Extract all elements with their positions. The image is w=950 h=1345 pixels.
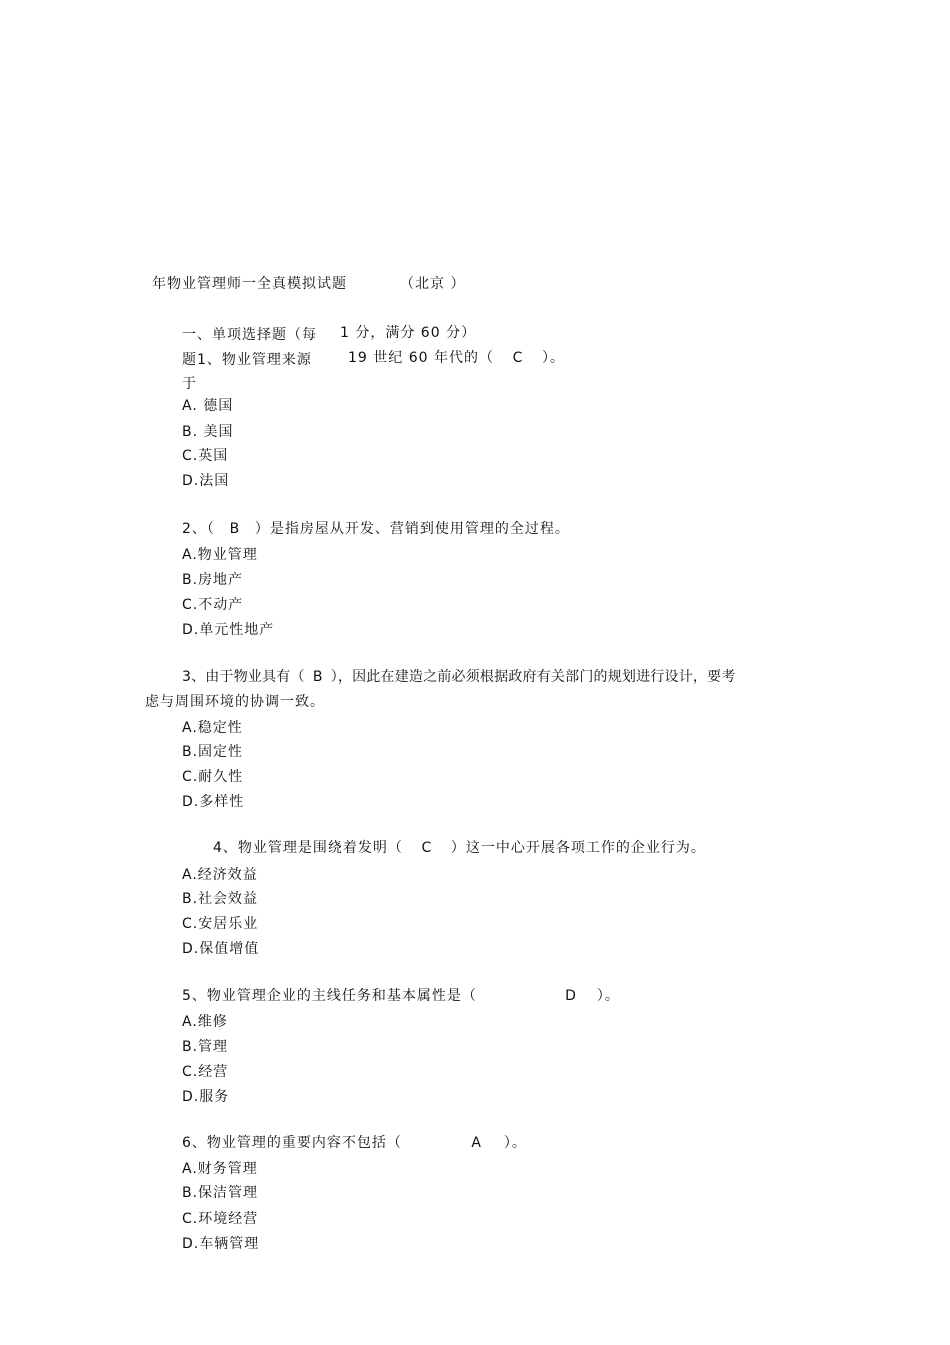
question-4-option-a: A.经济效益 xyxy=(182,867,258,883)
question-6-answer: A xyxy=(471,1135,482,1151)
question-4-option-b: B.社会效益 xyxy=(182,891,259,907)
title-text: 年物业管理师一全真模拟试题 xyxy=(152,276,347,292)
question-3-option-d: D.多样性 xyxy=(182,794,245,810)
section-score: 1 分，满分 60 分） xyxy=(340,325,477,341)
question-5-option-c: C.经营 xyxy=(182,1064,229,1080)
question-5-option-b: B.管理 xyxy=(182,1039,229,1055)
question-5-option-d: D.服务 xyxy=(182,1089,230,1105)
question-6-option-a: A.财务管理 xyxy=(182,1161,258,1177)
section-heading: 一、单项选择题（每 xyxy=(182,327,317,343)
question-3-stem: 3、由于物业具有（ B ），因此在建造之前必须根据政府有关部门的规划进行设计，要考 xyxy=(182,669,736,685)
question-2-answer: B xyxy=(229,521,241,537)
question-3-option-c: C.耐久性 xyxy=(182,769,244,785)
question-1-answer: C xyxy=(512,350,524,366)
question-1-option-d: D.法国 xyxy=(182,473,230,489)
question-1-option-c: C.英国 xyxy=(182,448,229,464)
question-6-stem: 6、物业管理的重要内容不包括（ A ）。 xyxy=(182,1135,527,1151)
question-4-option-d: D.保值增值 xyxy=(182,941,260,957)
question-2-option-b: B.房地产 xyxy=(182,572,244,588)
question-3-option-a: A.稳定性 xyxy=(182,720,243,736)
question-6-option-b: B.保洁管理 xyxy=(182,1185,259,1201)
question-6-option-d: D.车辆管理 xyxy=(182,1236,260,1252)
question-2-option-a: A.物业管理 xyxy=(182,547,258,563)
question-3-option-b: B.固定性 xyxy=(182,744,244,760)
question-1-wrap: 于 xyxy=(182,376,197,392)
question-2-option-d: D.单元性地产 xyxy=(182,622,275,638)
question-5-answer: D xyxy=(565,988,577,1004)
question-2-option-c: C.不动产 xyxy=(182,597,244,613)
question-5-option-a: A.维修 xyxy=(182,1014,228,1030)
title-location: （北京 ） xyxy=(400,276,466,292)
document-title xyxy=(152,275,347,293)
question-3-answer: B xyxy=(312,669,323,685)
question-1-option-b: B. 美国 xyxy=(182,424,234,440)
question-6-option-c: C.环境经营 xyxy=(182,1211,259,1227)
question-1-stem: 题1、物业管理来源 xyxy=(182,352,312,368)
question-4-stem: 4、物业管理是围绕着发明（ C ）这一中心开展各项工作的企业行为。 xyxy=(213,840,706,856)
question-1-option-a: A. 德国 xyxy=(182,398,234,414)
question-4-answer: C xyxy=(421,840,433,856)
question-3-stem-line-2: 虑与周围环境的协调一致。 xyxy=(145,694,325,710)
question-4-option-c: C.安居乐业 xyxy=(182,916,259,932)
question-2-stem: 2、（ B ）是指房屋从开发、营销到使用管理的全过程。 xyxy=(182,521,570,537)
question-5-stem: 5、物业管理企业的主线任务和基本属性是（ D ）。 xyxy=(182,988,620,1004)
question-1-stem-continued: 19 世纪 60 年代的（ C ）。 xyxy=(348,350,565,366)
